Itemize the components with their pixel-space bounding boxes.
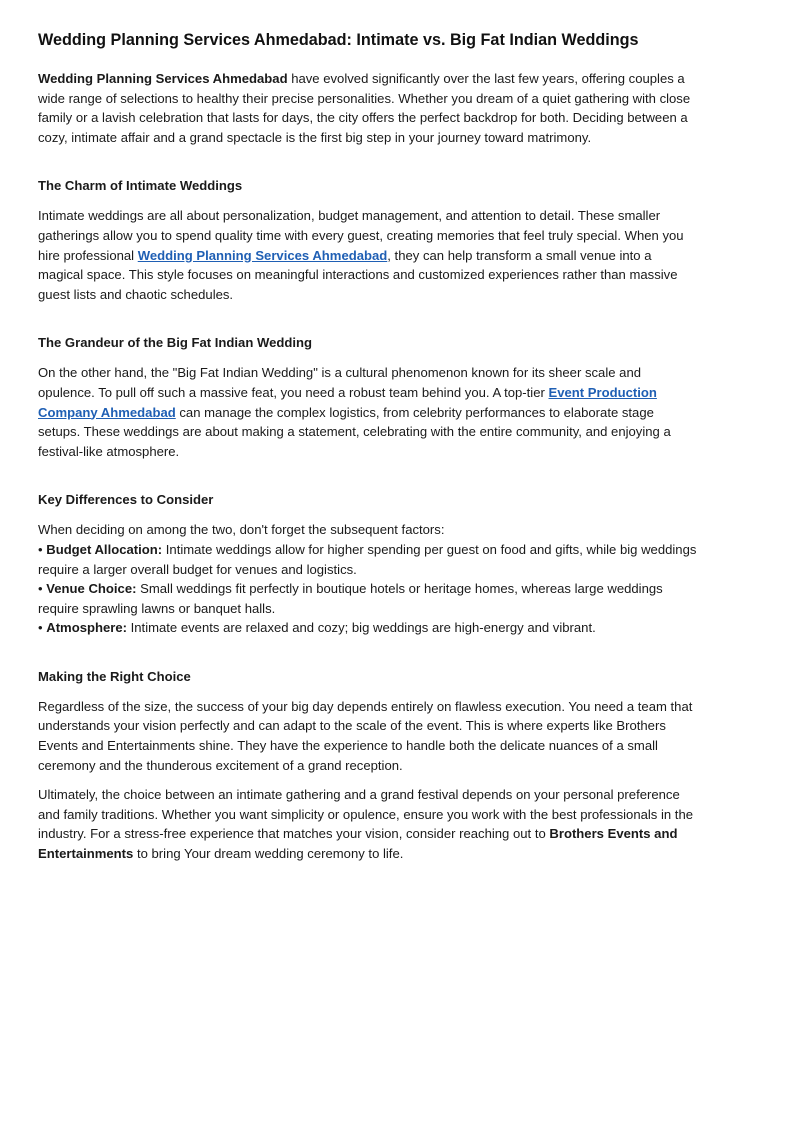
differences-list [38, 520, 698, 638]
section-paragraph-intimate [38, 206, 698, 304]
list-item-label: Budget Allocation: [46, 541, 163, 557]
paragraph-text: Ultimately, the choice between an intimate gathering and a grand festival depends on your personal preference and family traditions. Whether you want simplicity or opulence, ensure you work with the best professionals in the industry. For a stress-free experience that matches your vision, consider reaching out to [38, 787, 694, 842]
intro-text: have evolved significantly over the last few years, offering couples a wide range of selections to healthy their precise personalities. Whether you dream of a quiet gathering with close family or a lavish celebration that lasts for days, the city offers the perfect backdrop for both. Deciding between a cozy, intimate affair and a grand spectacle is the first big step in your journey toward matrimony. [38, 71, 691, 145]
list-item-text: Intimate weddings allow for higher spending per guest on food and gifts, while big weddings require a larger overall budget for venues and logistics. [38, 541, 697, 577]
paragraph-text: to bring Your dream wedding ceremony to life. [133, 846, 404, 862]
event-production-link[interactable]: Event Production Company Ahmedabad [38, 384, 657, 420]
section-heading-intimate: The Charm of Intimate Weddings [38, 178, 243, 194]
intro-paragraph [38, 69, 698, 147]
section-paragraph-grandeur [38, 363, 698, 461]
company-name-bold: Brothers Events and Entertainments [38, 826, 678, 862]
page-title: Wedding Planning Services Ahmedabad: Intimate vs. Big Fat Indian Weddings [38, 31, 639, 49]
document-page [38, 28, 698, 874]
list-item-text: Intimate events are relaxed and cozy; big weddings are high-energy and vibrant. [127, 620, 596, 636]
section-heading-choice: Making the Right Choice [38, 668, 191, 684]
intro-bold-keyword: Wedding Planning Services Ahmedabad [38, 71, 288, 86]
section-heading-grandeur: The Grandeur of the Big Fat Indian Wedding [38, 335, 312, 351]
wedding-planning-link[interactable]: Wedding Planning Services Ahmedabad [137, 247, 388, 263]
section-paragraph-choice-2 [38, 785, 698, 863]
section-heading-differences: Key Differences to Consider [38, 492, 214, 508]
list-item-venue [38, 579, 698, 618]
bullet-icon: • [38, 620, 47, 636]
list-item-label: Atmosphere: [46, 620, 127, 636]
section-paragraph-choice-1: Regardless of the size, the success of your big day depends entirely on flawless execution. You need a team that understands your vision perfectly and can adapt to the scale of the event. This is where experts like Brothers Events and Entertainments shine. They have the experience to handle both the delicate nuances of a small ceremony and the thunderous excitement of a grand reception. [38, 698, 693, 773]
list-item-budget [38, 540, 698, 579]
paragraph-text: On the other hand, the "Big Fat Indian Wedding" is a cultural phenomenon known for its sheer scale and opulence. To pull off such a massive feat, you need a robust team behind you. A top-tier [38, 365, 642, 400]
bullet-icon: • [38, 541, 47, 557]
list-item-text: Small weddings fit perfectly in boutique hotels or heritage homes, whereas large weddings require sprawling lawns or banquet halls. [38, 581, 663, 616]
paragraph-text: Intimate weddings are all about personalization, budget management, and attention to detail. These smaller gatherings allow you to spend quality time with every guest, creating memories that feel truly special. When you hire professional [38, 208, 684, 263]
list-lead: When deciding on among the two, don't forget the subsequent factors: [38, 522, 445, 538]
bullet-icon: • [38, 581, 47, 597]
list-item-label: Venue Choice: [46, 581, 137, 597]
paragraph-text: can manage the complex logistics, from celebrity performances to elaborate stage setups. These weddings are about making a statement, celebrating with the entire community, and enjoying a festival-like atmosphere. [38, 404, 671, 459]
paragraph-text: , they can help transform a small venue into a magical space. This style focuses on meaningful interactions and customized experiences rather than massive guest lists and chaotic schedules. [38, 247, 678, 302]
list-item-atmosphere [38, 618, 698, 638]
